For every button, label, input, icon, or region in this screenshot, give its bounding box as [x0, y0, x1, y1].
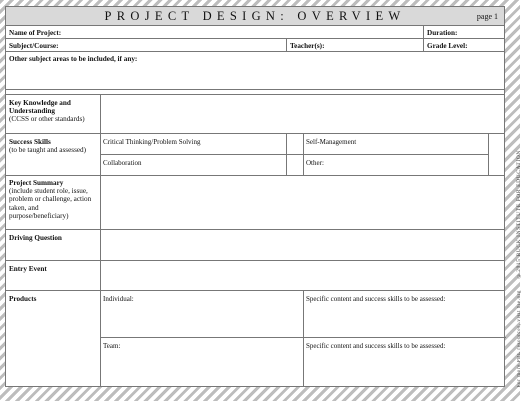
divider — [488, 134, 489, 175]
entry-event-row[interactable] — [6, 261, 504, 291]
key-knowledge-label — [9, 99, 97, 124]
project-summary-title: Project Summary — [9, 179, 64, 187]
form-frame — [5, 6, 505, 387]
divider — [100, 291, 101, 387]
products-label: Products — [9, 295, 37, 303]
divider — [303, 291, 304, 387]
project-summary-sub: (include student role, issue, problem or challenge, action taken, and purpose/beneficiary) — [9, 187, 92, 220]
divider — [286, 39, 287, 51]
subject-label: Subject/Course: — [9, 42, 59, 50]
success-skills-title: Success Skills — [9, 138, 51, 146]
other-subjects-row[interactable] — [6, 52, 504, 90]
project-name-row[interactable] — [6, 26, 504, 39]
project-summary-row[interactable] — [6, 176, 504, 230]
title-bar — [6, 7, 504, 26]
divider — [100, 230, 101, 260]
key-knowledge-row[interactable] — [6, 95, 504, 134]
products-individual: Individual: — [103, 295, 134, 303]
products-team-specific: Specific content and success skills to be assessed: — [306, 342, 446, 350]
project-name-label: Name of Project: — [9, 29, 62, 37]
other-subjects-label: Other subject areas to be included, if any: — [9, 55, 138, 63]
resources-text: For more PBL resources, visit bie.org — [517, 290, 522, 388]
divider — [423, 26, 424, 38]
products-row[interactable] — [6, 291, 504, 387]
project-summary-label — [9, 179, 99, 220]
subject-row[interactable] — [6, 39, 504, 52]
divider — [100, 176, 101, 229]
skill-other: Other: — [306, 159, 324, 167]
grade-level-label: Grade Level: — [427, 42, 468, 50]
divider — [100, 154, 488, 155]
teacher-label: Teacher(s): — [290, 42, 325, 50]
divider — [423, 39, 424, 51]
driving-question-label: Driving Question — [9, 234, 62, 242]
skill-collaboration: Collaboration — [103, 159, 142, 167]
key-knowledge-sub: (CCSS or other standards) — [9, 115, 85, 124]
products-team: Team: — [103, 342, 121, 350]
divider — [100, 261, 101, 290]
driving-question-row[interactable] — [6, 230, 504, 261]
entry-event-label: Entry Event — [9, 265, 47, 273]
page-number: page 1 — [476, 12, 498, 21]
duration-label: Duration: — [427, 29, 458, 37]
success-skills-label — [9, 138, 97, 154]
products-individual-specific: Specific content and success skills to be assessed: — [306, 295, 446, 303]
success-skills-row[interactable] — [6, 134, 504, 176]
skill-self-management: Self-Management — [306, 138, 357, 146]
divider — [100, 95, 101, 133]
page-title: PROJECT DESIGN: OVERVIEW — [104, 9, 406, 23]
copyright-text: ©2015 BUCK INSTITUTE FOR EDUCATION — [516, 150, 522, 279]
key-knowledge-title: Key Knowledge and Understanding — [9, 99, 71, 116]
success-skills-sub: (to be taught and assessed) — [9, 146, 87, 155]
skill-critical-thinking: Critical Thinking/Problem Solving — [103, 138, 201, 146]
divider — [100, 337, 506, 338]
